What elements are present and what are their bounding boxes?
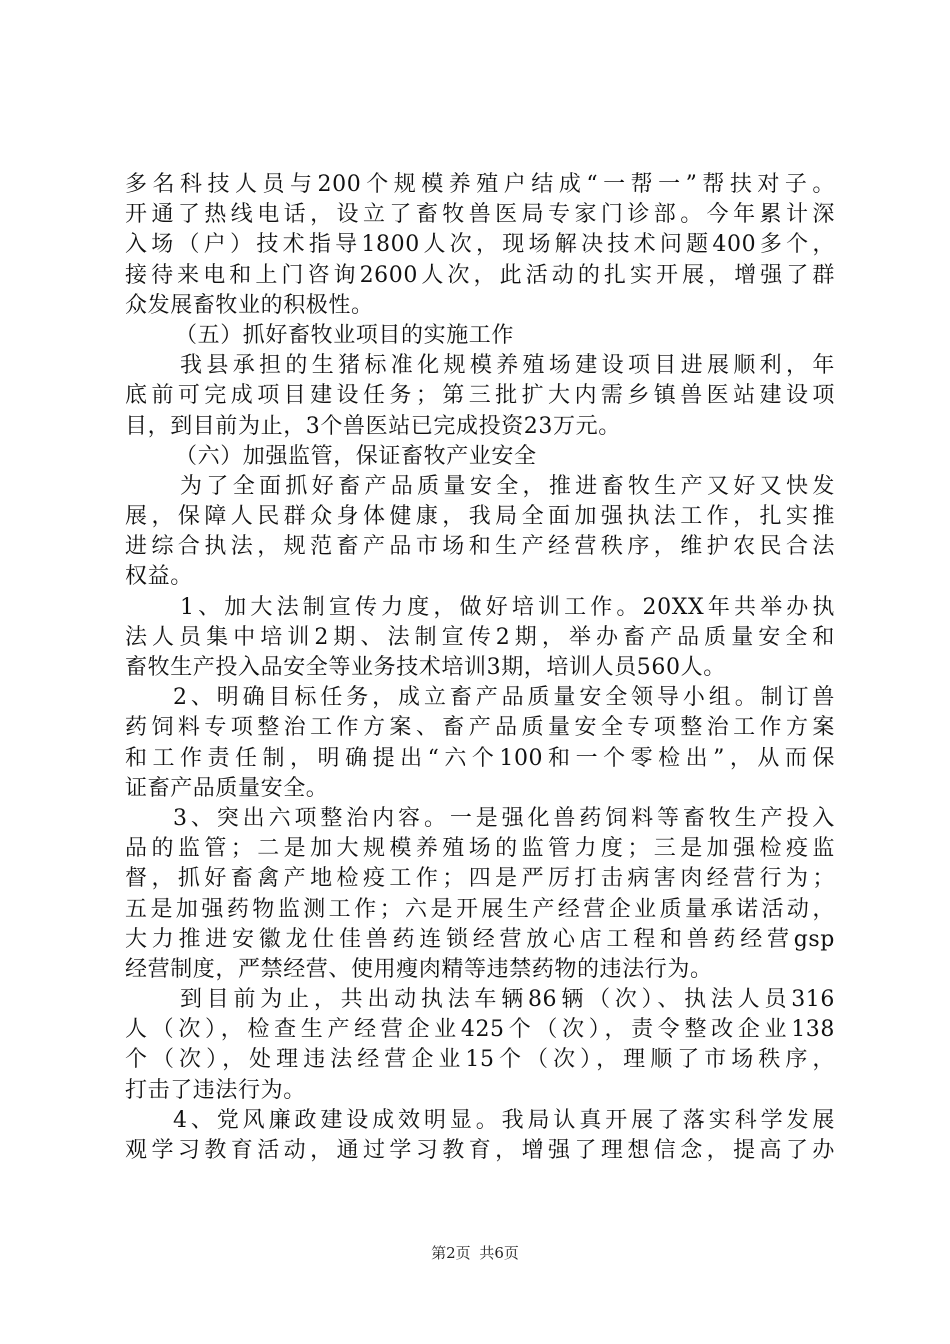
text-line: 打击了违法行为。 xyxy=(125,1077,306,1103)
text-line: 品的监管；二是加大规模养殖场的监管力度；三是加强检疫监 xyxy=(125,836,835,862)
text-line: 底前可完成项目建设任务；第三批扩大内需乡镇兽医站建设项 xyxy=(125,383,835,409)
text-line: 我县承担的生猪标准化规模养殖场建设项目进展顺利，年 xyxy=(180,353,835,379)
section-heading-5: （五）抓好畜牧业项目的实施工作 xyxy=(175,322,515,348)
text-line: 入场（户）技术指导1800人次，现场解决技术问题400多个， xyxy=(125,232,835,258)
text-line: 权益。 xyxy=(125,564,193,590)
text-line: 个（次），处理违法经营企业15个（次），理顺了市场秩序， xyxy=(125,1047,835,1073)
text-line: 到目前为止，共出动执法车辆86辆（次）、执法人员316 xyxy=(180,987,835,1013)
text-line: 五是加强药物监测工作；六是开展生产经营企业质量承诺活动， xyxy=(125,896,835,922)
text-line: 督，抓好畜禽产地检疫工作；四是严厉打击病害肉经营行为； xyxy=(125,866,835,892)
section-heading-6: （六）加强监管，保证畜牧产业安全 xyxy=(175,443,537,469)
text-line: 展，保障人民群众身体健康，我局全面加强执法工作，扎实推 xyxy=(125,504,835,530)
text-line: 经营制度，严禁经营、使用瘦肉精等违禁药物的违法行为。 xyxy=(125,956,713,982)
text-line: 4、党风廉政建设成效明显。我局认真开展了落实科学发展 xyxy=(173,1107,835,1133)
text-line: 为了全面抓好畜产品质量安全，推进畜牧生产又好又快发 xyxy=(180,473,835,499)
text-line: 人（次），检查生产经营企业425个（次），责令整改企业138 xyxy=(125,1017,835,1043)
text-line: 2、明确目标任务，成立畜产品质量安全领导小组。制订兽 xyxy=(173,685,835,711)
text-line: 多名科技人员与200个规模养殖户结成“一帮一”帮扶对子。 xyxy=(125,172,835,197)
text-line: 法人员集中培训2期、法制宣传2期，举办畜产品质量安全和 xyxy=(125,624,835,650)
text-line: 畜牧生产投入品安全等业务技术培训3期，培训人员560人。 xyxy=(125,655,726,680)
page-number: 第2页 xyxy=(431,1244,471,1262)
text-line: 众发展畜牧业的积极性。 xyxy=(125,292,374,318)
text-line: 证畜产品质量安全。 xyxy=(125,775,329,801)
text-line: 开通了热线电话，设立了畜牧兽医局专家门诊部。今年累计深 xyxy=(125,202,835,228)
text-line: 大力推进安徽龙仕佳兽药连锁经营放心店工程和兽药经营gsp xyxy=(125,926,835,952)
document-body xyxy=(125,170,835,1166)
text-line: 1、加大法制宣传力度，做好培训工作。20XX年共举办执 xyxy=(180,594,835,620)
text-line: 和工作责任制，明确提出“六个100和一个零检出”，从而保 xyxy=(125,745,835,771)
page-total: 共6页 xyxy=(479,1244,519,1262)
text-line: 3、突出六项整治内容。一是强化兽药饲料等畜牧生产投入 xyxy=(173,805,835,831)
text-line: 观学习教育活动，通过学习教育，增强了理想信念，提高了办 xyxy=(125,1138,835,1163)
text-line: 药饲料专项整治工作方案、畜产品质量安全专项整治工作方案 xyxy=(125,715,835,741)
text-line: 目，到目前为止，3个兽医站已完成投资23万元。 xyxy=(125,413,621,439)
text-line: 进综合执法，规范畜产品市场和生产经营秩序，维护农民合法 xyxy=(125,534,835,560)
page-footer xyxy=(0,1243,950,1263)
text-line: 接待来电和上门咨询2600人次，此活动的扎实开展，增强了群 xyxy=(125,262,835,288)
